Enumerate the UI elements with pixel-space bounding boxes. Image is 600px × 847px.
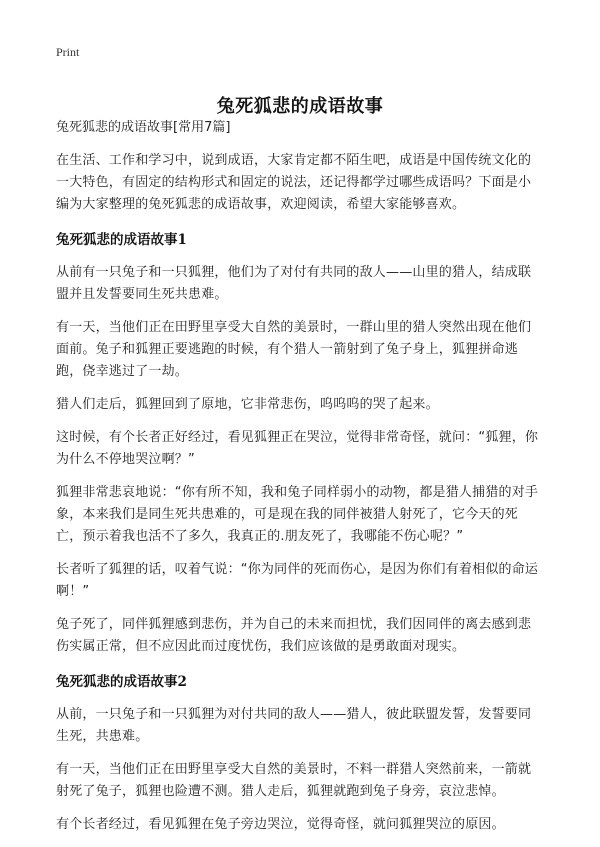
article-subtitle: 兔死狐悲的成语故事[常用7篇] xyxy=(56,120,231,135)
page-title: 兔死狐悲的成语故事 xyxy=(216,96,384,118)
print-link[interactable]: Print xyxy=(56,45,80,59)
story-paragraph: 从前有一只兔子和一只狐狸，他们为了对付有共同的敌人——山里的猎人，结成联盟并且发誓要同生死共患难。 xyxy=(56,265,532,302)
story-paragraph: 狐狸非常悲哀地说：“你有所不知，我和兔子同样弱小的动物，都是猎人捕猎的对手象，本来我们是同生死共患难的，可是现在我的同伴被猎人射死了，它今天的死亡，预示着我也活不了多久，我真正的.朋友死了，我哪能不伤心呢？” xyxy=(56,485,539,544)
story-paragraph: 猎人们走后，狐狸回到了原地，它非常悲伤，呜呜呜的哭了起来。 xyxy=(56,397,439,412)
story-paragraph: 从前，一只兔子和一只狐狸为对付共同的敌人——猎人，彼此联盟发誓，发誓要同生死，共患难。 xyxy=(56,707,532,744)
story-paragraph: 这时候，有个长者正好经过，看见狐狸正在哭泣，觉得非常奇怪，就问：“狐狸，你为什么不停地哭泣啊？” xyxy=(56,430,539,467)
story-paragraph: 有个长者经过，看见狐狸在兔子旁边哭泣，觉得奇怪，就问狐狸哭泣的原因。 xyxy=(56,817,505,832)
story-paragraph: 长者听了狐狸的话，叹着气说：“你为同伴的死而伤心，是因为你们有着相似的命运啊！” xyxy=(56,562,539,599)
section-heading: 兔死狐悲的成语故事1 xyxy=(56,232,187,248)
article-body xyxy=(56,118,544,847)
story-paragraph: 有一天，当他们正在田野里享受大自然的美景时，一群山里的猎人突然出现在他们面前。兔子和狐狸正要逃跑的时候，有个猎人一箭射到了兔子身上，狐狸拼命逃跑，侥幸逃过了一劫。 xyxy=(56,320,532,379)
intro-paragraph: 在生活、工作和学习中，说到成语，大家肯定都不陌生吧，成语是中国传统文化的一大特色，有固定的结构形式和固定的说法，还记得都学过哪些成语吗？下面是小编为大家整理的兔死狐悲的成语故事，欢迎阅读，希望大家能够喜欢。 xyxy=(56,153,532,212)
story-paragraph: 有一天，当他们正在田野里享受大自然的美景时，不料一群猎人突然前来，一箭就射死了兔子，狐狸也险遭不测。猎人走后，狐狸就跑到兔子身旁，哀泣悲悼。 xyxy=(56,762,532,799)
section-heading: 兔死狐悲的成语故事2 xyxy=(56,674,187,690)
story-paragraph: 兔子死了，同伴狐狸感到悲伤，并为自己的未来而担忧，我们因同伴的离去感到悲伤实属正常，但不应因此而过度忧伤，我们应该做的是勇敢面对现实。 xyxy=(56,617,532,654)
